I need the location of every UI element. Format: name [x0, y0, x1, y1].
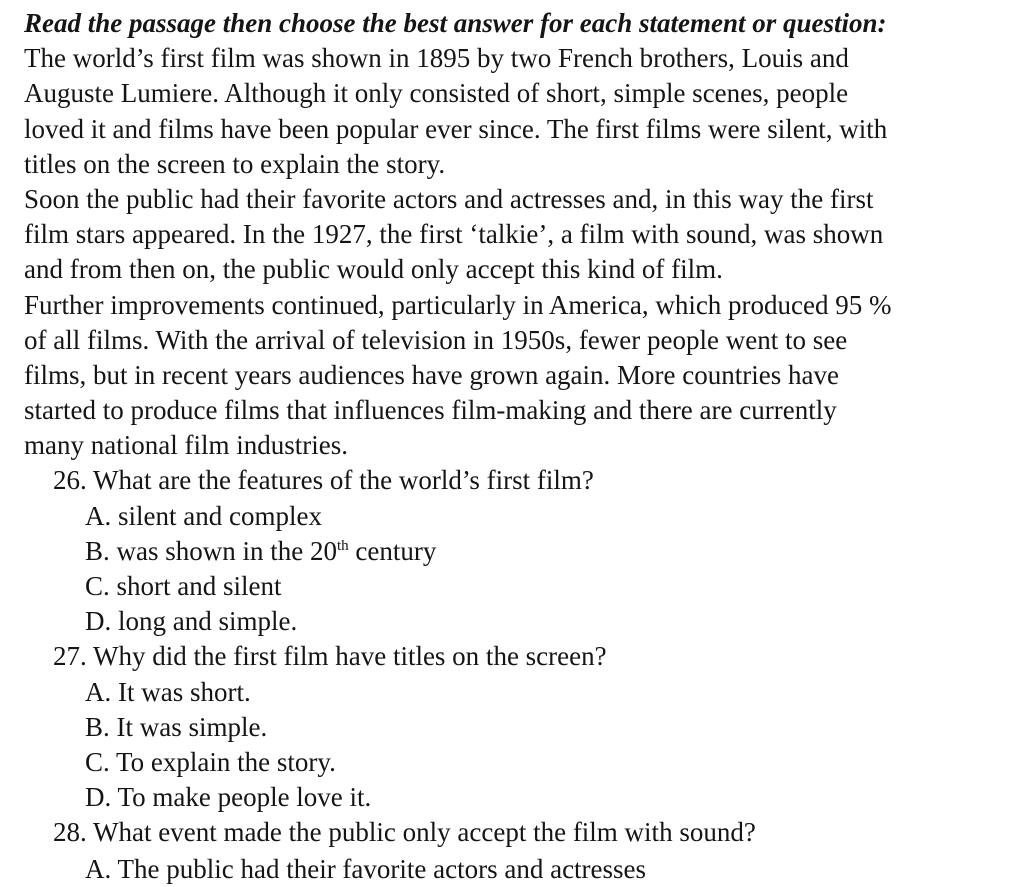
question-26 — [24, 463, 1009, 639]
passage-line: loved it and films have been popular ever since. The first films were silent, with — [24, 113, 888, 144]
answer-option-a: A. It was short. — [85, 676, 251, 707]
question-text: 26. What are the features of the world’s first film? — [53, 465, 594, 496]
passage-line: many national film industries. — [24, 430, 348, 461]
answer-option-b-text: B. was shown in the 20 — [85, 535, 337, 566]
passage-line: and from then on, the public would only accept this kind of film. — [24, 254, 723, 285]
reading-passage — [24, 41, 1009, 463]
answer-option-c: C. short and silent — [85, 571, 282, 601]
answer-option-b-suffix: century — [348, 535, 437, 566]
answer-option-d: D. To make people love it. — [85, 782, 372, 813]
question-text: 28. What event made the public only accept the film with sound? — [53, 817, 756, 848]
answer-option-a: A. silent and complex — [85, 500, 322, 531]
answer-option-b: B. It was simple. — [85, 711, 268, 742]
question-text: 27. Why did the first film have titles on the screen? — [53, 641, 607, 672]
answer-option-a-cutoff: A. The public had their favorite actors and actresses — [85, 854, 647, 884]
passage-line: Further improvements continued, particularly in America, which produced 95 % — [24, 289, 892, 320]
question-28 — [24, 815, 1009, 850]
passage-line: The world’s first film was shown in 1895 by two French brothers, Louis and — [24, 43, 849, 74]
passage-line: films, but in recent years audiences have grown again. More countries have — [24, 359, 839, 390]
answer-option-c: C. To explain the story. — [85, 746, 336, 777]
passage-line: started to produce films that influences film-making and there are currently — [24, 395, 837, 426]
passage-line: Auguste Lumiere. Although it only consisted of short, simple scenes, people — [24, 78, 849, 109]
answer-option-d: D. long and simple. — [85, 606, 298, 637]
worksheet-page — [24, 6, 1009, 851]
answer-option-b — [24, 534, 1009, 569]
superscript-th: th — [337, 537, 349, 554]
passage-line: of all films. With the arrival of television in 1950s, fewer people went to see — [24, 324, 848, 355]
passage-line: titles on the screen to explain the story. — [24, 148, 446, 179]
passage-line: film stars appeared. In the 1927, the first ‘talkie’, a film with sound, was shown — [24, 219, 884, 250]
question-27 — [24, 639, 1009, 815]
instruction-heading: Read the passage then choose the best answer for each statement or question: — [24, 8, 887, 38]
passage-line: Soon the public had their favorite actors and actresses and, in this way the first — [24, 183, 874, 214]
